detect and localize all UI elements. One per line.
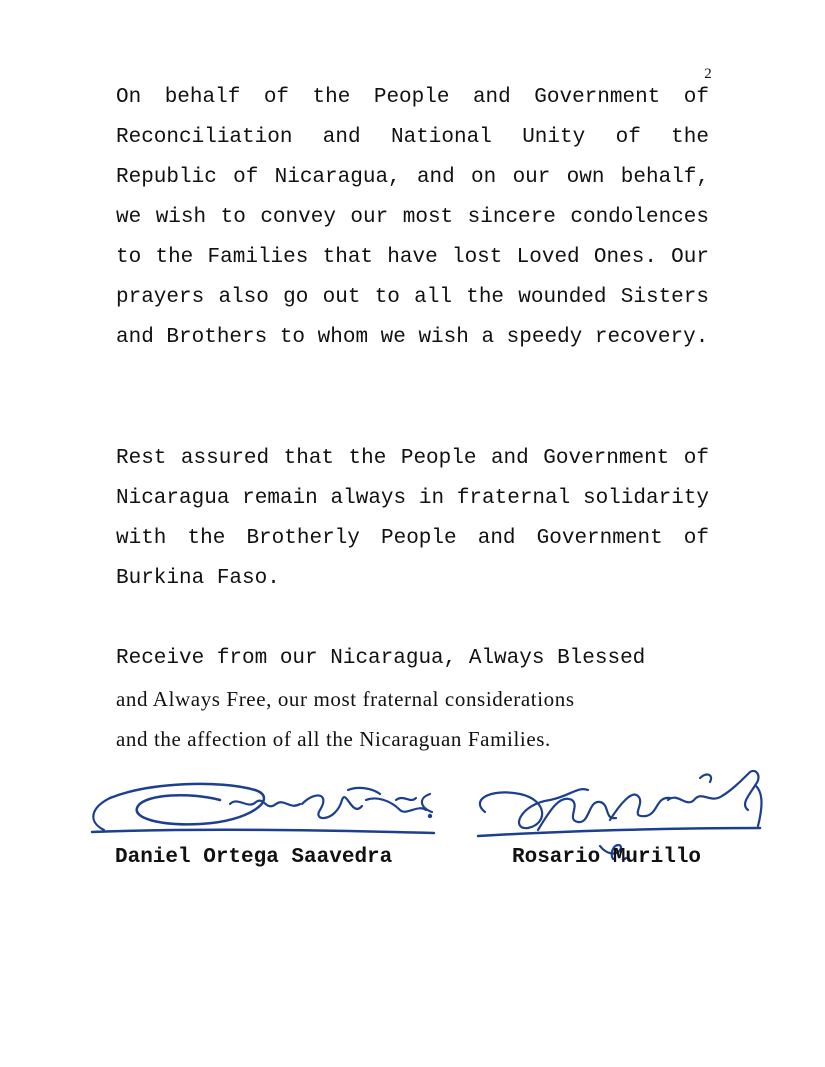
closing-line-2: and Always Free, our most fraternal considerations xyxy=(116,687,575,711)
letter-paragraph-closing xyxy=(116,639,709,759)
signer-name-rosario-murillo: Rosario Murillo xyxy=(512,846,702,869)
handwritten-signatures xyxy=(80,760,780,860)
signature-block xyxy=(80,760,780,890)
closing-line-3: and the affection of all the Nicaraguan Families. xyxy=(116,727,551,751)
signature-1-ink xyxy=(92,784,434,833)
letter-paragraph-solidarity: Rest assured that the People and Government of Nicaragua remain always in fraternal solidarity with the Brotherly People and Government of Burkina Faso. xyxy=(116,447,709,590)
letter-paragraph-condolences: On behalf of the People and Government of Reconciliation and National Unity of the Republic of Nicaragua, and on our own behalf, we wish to convey our most sincere condolences to the Families that have lost Loved Ones. Our prayers also go out to all the wounded Sisters and Brothers to whom we wish a speedy recovery. xyxy=(116,86,709,349)
closing-line-1: Receive from our Nicaragua, Always Blessed xyxy=(116,647,646,670)
signer-name-daniel-ortega: Daniel Ortega Saavedra xyxy=(115,846,393,869)
page-number: 2 xyxy=(704,66,712,82)
